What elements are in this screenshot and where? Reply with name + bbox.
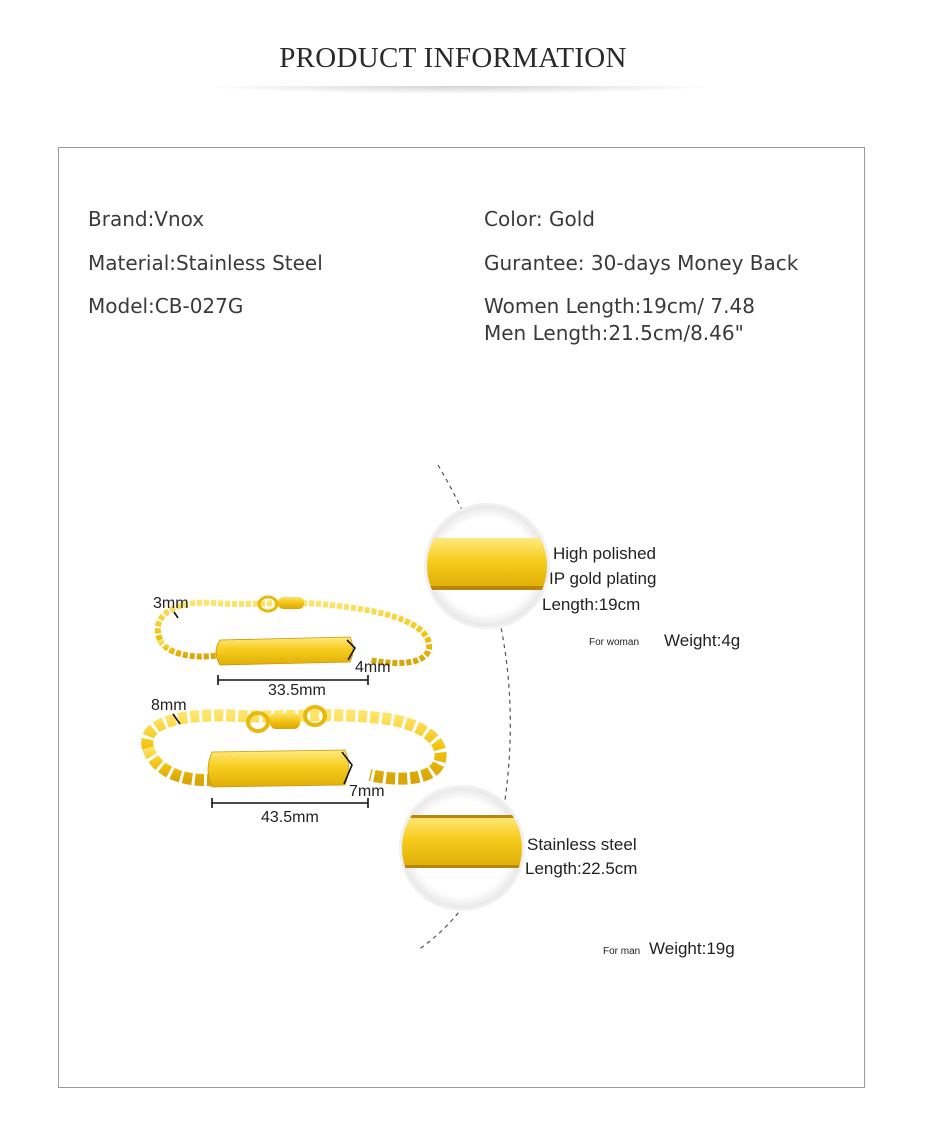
men-tag: For man [603,946,641,957]
women-bracelet [158,597,429,665]
women-chain-width-label: 3mm [153,595,189,612]
spec-brand: Brand:Vnox [88,207,205,231]
men-material-label: Stainless steel [527,835,637,854]
men-plate-length-label: 43.5mm [261,809,319,826]
women-finish-line2: IP gold plating [549,569,657,588]
men-weight-label: Weight:19g [649,939,735,958]
spec-color: Color: Gold [484,207,595,231]
men-bracelet [147,707,440,787]
page-title: PRODUCT INFORMATION [279,42,627,74]
spec-model: Model:CB-027G [88,294,244,318]
men-plate-height-label: 7mm [349,783,385,800]
zoom-lens-men [395,785,535,911]
zoom-lens-women [420,503,560,629]
women-weight-label: Weight:4g [664,631,741,650]
men-length-label: Length:22.5cm [525,859,638,878]
women-tag: For woman [589,637,640,648]
women-finish-line1: High polished [553,544,657,563]
spec-guarantee: Gurantee: 30-days Money Back [484,251,799,275]
women-length-label: Length:19cm [542,595,641,614]
spec-men-length: Men Length:21.5cm/8.46" [484,321,744,345]
men-chain-width-label: 8mm [151,697,187,714]
women-plate-length-label: 33.5mm [268,682,326,699]
spec-material: Material:Stainless Steel [88,251,323,275]
spec-women-length: Women Length:19cm/ 7.48 [484,294,755,318]
women-plate-height-label: 4mm [355,659,391,676]
